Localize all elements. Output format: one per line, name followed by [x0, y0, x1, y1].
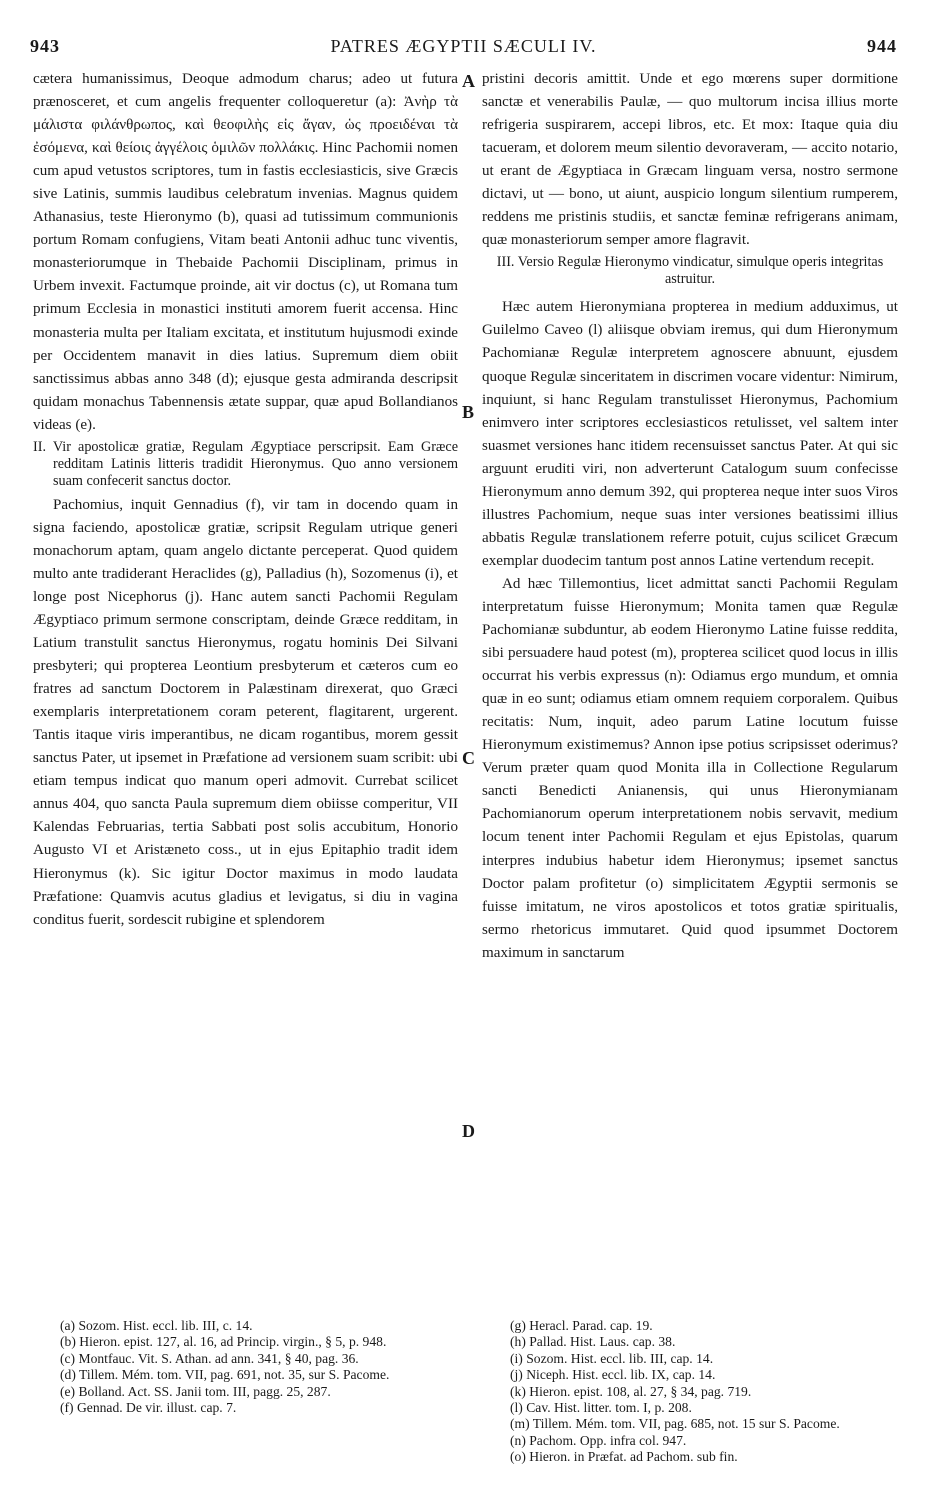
- section-heading-ii: II. Vir apostolicæ gratiæ, Regulam Ægyptiace perscripsit. Eam Græce redditam Latinis litteris tradidit Hieronymus. Quo anno versionem suam confecerit sanctus doctor.: [33, 438, 458, 489]
- right-column: [482, 68, 898, 965]
- footnote-o: (o) Hieron. in Præfat. ad Pachom. sub fin.: [510, 1449, 738, 1465]
- footnote-h: (h) Pallad. Hist. Laus. cap. 38.: [510, 1334, 676, 1350]
- footnote-i: (i) Sozom. Hist. eccl. lib. III, cap. 14.: [510, 1350, 714, 1366]
- running-title: PATRES ÆGYPTII SÆCULI IV.: [330, 36, 597, 56]
- left-paragraph-1: cætera humanissimus, Deoque admodum charus; adeo ut futura prænosceret, et cum angelis frequenter colloqueretur (a): Ἀνὴρ τὰ μάλιστα φιλάνθρωπος, καὶ θεοφιλὴς εἰς ἄγαν, ὡς προειδέναι τὰ ἐσόμενα, καὶ θείοις ἀγγέλοις ὁμιλῶν πολλάκις. Hinc Pachomii nomen cum apud vetustos scriptores, tum in fastis ecclesiasticis, sive Græcis sive Latinis, summis laudibus celebratum invenias. Magnus quidem Athanasius, teste Hieronymo (b), quasi ad tutissimum communionis portum Romam confugiens, Vitam beati Antonii adhuc tunc viventis, monasteriorumque in Thebaide Pachomii Disciplinam, primus in Urbem invexit. Factumque proinde, ait vir doctus (c), ut Romana tum primum Ecclesia in monastici instituti amorem fuerit accensa. Hinc monasteria multa per Italiam excitata, et institutum hujusmodi exinde per Occidentem manavit in dies latius. Supremum diem obiit sanctissimus abbas anno 348 (d); ejusque gesta admiranda descripsit quidam monachus Tabennensis ætate suppar, quæ apud Bollandianos videas (e).: [33, 71, 458, 433]
- footnote-k: (k) Hieron. epist. 108, al. 27, § 34, pag. 719.: [510, 1383, 752, 1399]
- right-paragraph-1: pristini decoris amittit. Unde et ego mœrens super dormitione sanctæ et venerabilis Paulæ, — quo multorum incisa illius morte refrigeria suspirarem, accepi libros, etc. Et mox: Itaque quia diu tacueram, et dolorem meum silentio devoraveram, — accito notario, ut erant de Ægyptiaca in Græcam linguam versa, nostro sermone dictavi, ut — bono, ut aiunt, auspicio longum silentium rumperem, reddens me pristinis studiis, et sanctæ feminæ refrigerans animam, quæ monasteriorum semper amore flagravit.: [482, 71, 898, 249]
- footnote-d: (d) Tillem. Mém. tom. VII, pag. 691, not. 35, sur S. Pacome.: [60, 1367, 390, 1383]
- footnotes-right: [510, 1318, 905, 1466]
- footnote-a: (a) Sozom. Hist. eccl. lib. III, c. 14.: [60, 1318, 253, 1333]
- footnote-f: (f) Gennad. De vir. illust. cap. 7.: [60, 1400, 237, 1416]
- left-paragraph-2: Pachomius, inquit Gennadius (f), vir tam in docendo quam in signa faciendo, apostolicæ gratiæ, scripsit Regulam utrique generi monachorum aptam, quam angelo dictante perceperat. Quod quidem multo ante tradiderant Heraclides (g), Palladius (h), Sozomenus (i), et longe post Nicephorus (j). Hanc autem sancti Pachomii Regulam Ægyptiaco primum sermone conscriptam, deinde Græce redditam, in Latium transtulit sanctus Hieronymus, rogatu hominis Dei Silvani presbyteri; qui propterea Leontium presbyterum et cæteros cum eo fratres ad sanctum Doctorem in Palæstinam direxerat, quo Græci exemplaris interpretationem coram peterent, flagitarent, urgerent. Tantis itaque viris imperantibus, ne dicam rogantibus, morem gessit sanctus Pater, ut ipsemet in Præfatione ad versionem suam scribit: ubi etiam tempus indicat quo manum operi admovit. Currebat scilicet annus 404, quo sancta Paula supremum diem obiisse comperitur, VII Kalendas Februarias, tertia Sabbati post solis accubitum, Honorio Augusto VI et Aristæneto coss., ut in ejus Epitaphio tradit idem Hieronymus (k). Sic igitur Doctor maximus in modo laudata Præfatione: Quamvis acutus gladius et levigatus, si diu in vagina conditus fuerit, sordescit rubigine et splendorem: [33, 496, 458, 928]
- footnote-m: (m) Tillem. Mém. tom. VII, pag. 685, not. 15 sur S. Pacome.: [510, 1416, 840, 1432]
- running-header: [30, 36, 897, 62]
- right-paragraph-2: Hæc autem Hieronymiana propterea in medium adduximus, ut Guilelmo Caveo (l) aliisque obviam iremus, qui dum Hieronymum Pachomianæ Regulæ interpretem agnoscere abnuunt, ejusdem quoque Regulæ sinceritatem in discrimen vocare videntur: Nimirum, inquiunt, si hanc Regulam transtulisset Hieronymus, Pachomium enimvero inter scriptores ecclesiasticos retulisset, vel saltem inter suasmet versiones hanc itidem recensuisset sanctus Pater. At qui sic arguunt eruditi viri, non adverterunt Catalogum suum confecisse Hieronymum anno demum 392, qui propterea neque inter suos Viros illustres Pachomium, neque suas inter versiones beatissimi illius abbatis Regulæ translationem referre potuit, cujus scilicet Græcum exemplar duodecim tantum post annos Latine vertendum recepit.: [482, 299, 898, 569]
- footnote-l: (l) Cav. Hist. litter. tom. I, p. 208.: [510, 1400, 692, 1416]
- page-number-left: 943: [30, 36, 60, 56]
- left-column: [33, 68, 458, 932]
- footnotes-left: [60, 1318, 460, 1416]
- footnote-j: (j) Niceph. Hist. eccl. lib. IX, cap. 14.: [510, 1367, 716, 1383]
- right-paragraph-3: Ad hæc Tillemontius, licet admittat sancti Pachomii Regulam interpretatum fuisse Hieronymum; Monita tamen quæ Regulæ Pachomianæ subduntur, ab eodem Hieronymo Latine fuisse reddita, sibi persuadere haud potest (m), propterea scilicet quod locus in illis occurrat his verbis expressus (n): Odiamus ergo mundum, et omnia quæ in eo sunt; odiamus etiam omnem requiem corporalem. Quibus recitatis: Num, inquit, adeo parum Latine locutum fuisse Hieronymum existimemus? Annon ipse potius scripsisset oderimus? Verum præter quam quod Monita illa in Collectione Regularum sancti Benedicti Anianensis, qui unus Hieronymianam Pachomianorum operum interpretationem nobis servavit, medium locum tenent inter Pachomii Regulam et ejus Epistolas, quarum interpres indubius habetur idem Hieronymus; ipsemet sanctus Doctor palam profitetur (o) simplicitatem Ægyptii sermonis se fuisse imitatum, ne viros apostolicos et totos gratiæ spiritualis, sermo rhetoricus immutaret. Quid quod ipsummet Doctorem maximum in sanctarum: [482, 575, 898, 961]
- margin-marker-b: B: [462, 402, 475, 422]
- footnote-n: (n) Pachom. Opp. infra col. 947.: [510, 1432, 687, 1448]
- margin-marker-c: C: [462, 748, 475, 768]
- margin-marker-d: D: [462, 1121, 475, 1141]
- margin-marker-a: A: [462, 71, 475, 91]
- footnote-b: (b) Hieron. epist. 127, al. 16, ad Princip. virgin., § 5, p. 948.: [60, 1334, 387, 1350]
- section-heading-iii: III. Versio Regulæ Hieronymo vindicatur, simulque operis integritas astruitur.: [496, 254, 884, 288]
- page-number-right: 944: [867, 36, 897, 56]
- footnote-e: (e) Bolland. Act. SS. Janii tom. III, pagg. 25, 287.: [60, 1383, 331, 1399]
- footnote-c: (c) Montfauc. Vit. S. Athan. ad ann. 341, § 40, pag. 36.: [60, 1350, 359, 1366]
- footnote-g: (g) Heracl. Parad. cap. 19.: [510, 1318, 653, 1333]
